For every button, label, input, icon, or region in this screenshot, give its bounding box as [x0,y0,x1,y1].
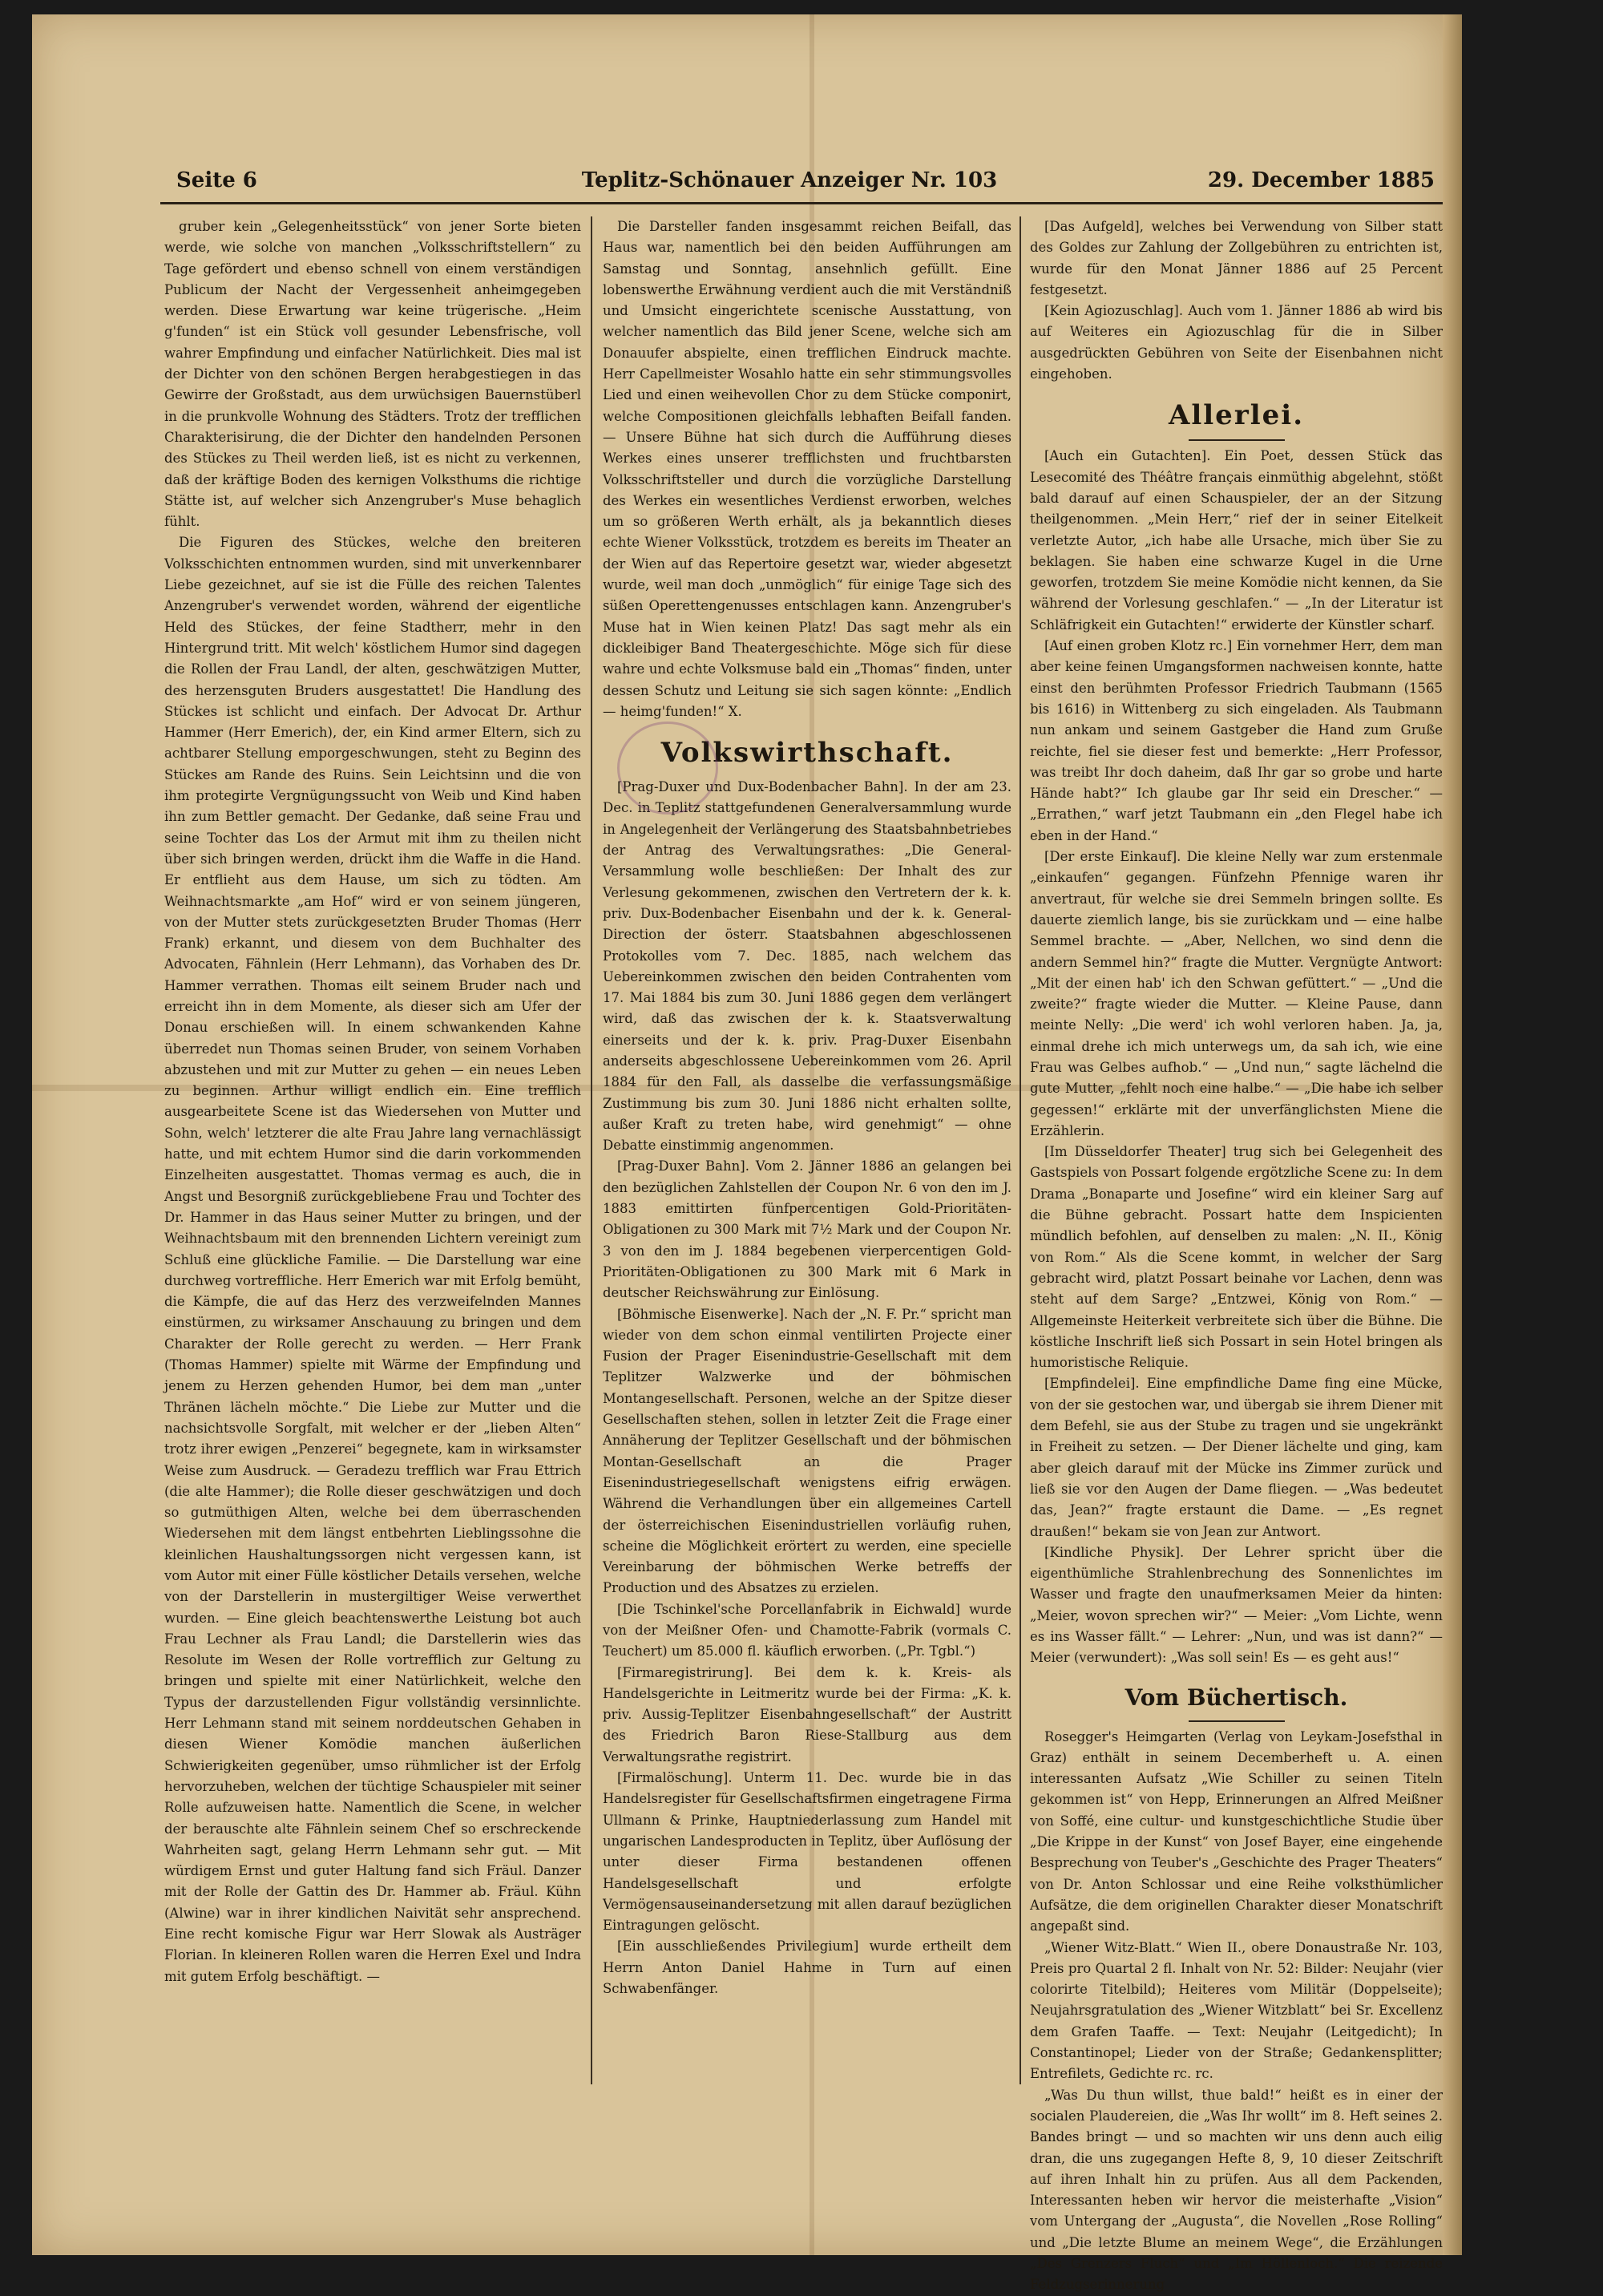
column-2 [603,216,1011,2092]
news-item: [Prag-Duxer Bahn]. Vom 2. Jänner 1886 an gelangen bei den bezüglichen Zahlstellen der Coupon Nr. 6 von den im J. 1883 emittirten fünfpercentigen Gold-Prioritäten-Obligationen zu 300 Mark mit 7½ Mark und der Coupon Nr. 3 von den im J. 1884 begebenen vierpercentigen Gold-Prioritäten-Obligationen zu 300 Mark mit 6 Mark in deutscher Reichswährung zur Einlösung. [603,1158,1011,1301]
section-rule [1189,1720,1285,1722]
article-paragraph: Die Darsteller fanden insgesammt reichen Beifall, das Haus war, namentlich bei den beiden Aufführungen am Samstag und Sonntag, ansehnlich gefüllt. Eine lobenswerthe Erwähnung verdient auch die mit Verständniß und Umsicht eingerichtete scenische Ausstattung, von welcher namentlich das Bild jener Scene, welche sich am Donauufer abspielte, einen trefflichen Eindruck machte. Herr Capellmeister Wosahlo hatte ein sehr stimmungsvolles Lied und einen weihevollen Chor zu dem Stücke componirt, welche Compositionen gleichfalls lebhaften Beifall fanden. — Unsere Bühne hat sich durch die Aufführung dieses Werkes eines unserer trefflichsten und fruchtbarsten Volksschriftsteller und durch die vorzügliche Darstellung des Werkes ein wesentliches Verdienst erworben, welches um so größeren Werth erhält, als ja bekanntlich dieses echte Wiener Volksstück, trotzdem es bereits im Theater an der Wien auf das Repertoire gesetzt war, wieder abgesetzt wurde, weil man doch „unmöglich“ für einige Tage sich des süßen Operettengenusses entschlagen kann. Anzengruber's Muse hat in Wien keinen Platz! Das sagt mehr als ein dickleibiger Band Theatergeschichte. Möge sich für diese wahre und echte Volksmuse bald ein „Thomas“ finden, unter dessen Schutz und Leitung sie sich sagen könnte: „Endlich — heimg'funden!“ X. [603,219,1011,719]
article-paragraph: gruber kein „Gelegenheitsstück“ von jener Sorte bieten werde, wie solche von manchen „Volksschriftstellern“ zu Tage gefördert und ebenso schnell von einem verständigen Publicum der Nacht der Vergessenheit anheimgegeben werden. Diese Erwartung war keine trügerische. „Heim g'funden“ ist ein Stück voll gesunder Lebensfrische, voll wahrer Empfindung und einfacher Natürlichkeit. Dies mal ist der Dichter von den schönen Bergen herabgestiegen in das Gewirre der Großstadt, aus dem urwüchsigen Bauernstüberl in die prunkvolle Wohnung des Städters. Trotz der trefflichen Charakterisirung, die der Dichter den handelnden Personen des Stückes zu Theil werden ließ, ist es nicht zu verkennen, daß der kräftige Boden des kernigen Volksthums die richtige Stätte ist, auf welcher sich Anzengruber's Muse behaglich fühlt. [164,219,581,530]
column-3 [1030,216,1443,2293]
issue-date: 29. December 1885 [1207,168,1435,192]
page-header [144,168,1435,197]
anecdote: [Im Düsseldorfer Theater] trug sich bei Gelegenheit des Gastspiels von Possart folgende ergötzliche Scene zu: In dem Drama „Bonaparte und Josefine“ wird ein kleiner Sarg auf die Bühne gebracht. Possart hatte dem Inspicienten mündlich befohlen, auf denselben zu malen: „N. II., König von Rom.“ Als die Scene kommt, in welcher der Sarg gebracht wird, platzt Possart beinahe vor Lachen, denn was steht auf dem Sarge? „Entzwei, König von Rom.“ — Allgemeinste Heiterkeit verbreitete sich über die Bühne. Die köstliche Inschrift ließ sich Possart in sein Hotel bringen als humoristische Reliquie. [1030,1144,1443,1371]
news-item: [Böhmische Eisenwerke]. Nach der „N. F. Pr.“ spricht man wieder von dem schon einmal ventilirten Projecte einer Fusion der Prager Eisenindustrie-Gesellschaft mit dem Teplitzer Walzwerke und der böhmischen Montangesellschaft. Personen, welche an der Spitze dieser Gesellschaften stehen, sollen in letzter Zeit die Frage einer Annäherung der Teplitzer Gesellschaft und der böhmischen Montan-Gesellschaft an die Prager Eisenindustriegesellschaft wenigstens eifrig erwägen. Während die Verhandlungen über ein allgemeines Cartell der österreichischen Eisenindustriellen vorläufig ruhen, scheine die Möglichkeit erörtert zu werden, eine specielle Vereinbarung der böhmischen Werke betreffs der Production und des Absatzes zu erzielen. [603,1306,1011,1596]
news-item: [Das Aufgeld], welches bei Verwendung von Silber statt des Goldes zur Zahlung der Zollgebühren zu entrichten ist, wurde für den Monat Jänner 1886 auf 25 Percent festgesetzt. [1030,219,1443,297]
anecdote: [Empfindelei]. Eine empfindliche Dame fing eine Mücke, von der sie gestochen war, und übergab sie ihrem Diener mit dem Befehl, sie aus der Stube zu tragen und sie ungekränkt in Freiheit zu setzen. — Der Diener lächelte und ging, kam aber gleich darauf mit der Mücke ins Zimmer zurück und ließ sie vor den Augen der Dame fliegen. — „Was bedeutet das, Jean?“ fragte erstaunt die Dame. — „Es regnet draußen!“ bekam sie von Jean zur Antwort. [1030,1376,1443,1539]
section-title-buechertisch: Vom Büchertisch. [1125,1684,1348,1711]
header-rule [160,202,1443,204]
library-stamp [617,722,718,815]
section-title-allerlei: Allerlei. [1168,399,1305,432]
page-edge [1443,14,1462,2255]
news-item: [Firmaregistrirung]. Bei dem k. k. Kreis- als Handelsgerichte in Leitmeritz wurde bei der Firma: „K. k. priv. Aussig-Teplitzer Eisenbahngesellschaft“ der Austritt des Friedrich Baron Riese-Stallburg aus dem Verwaltungsrathe registrirt. [603,1664,1011,1764]
book-review: „Was Du thun willst, thue bald!“ heißt es in einer der socialen Plaudereien, die „Was Ihr wollt“ im 8. Heft seines 2. Bandes bringt — und so machten wir uns denn auch eilig dran, die uns zugegangen Hefte 8, 9, 10 dieser Zeitschrift auf ihren Inhalt hin zu prüfen. Aus all dem Packenden, Interessanten heben wir hervor die meisterhafte „Vision“ vom Untergang der „Augusta“, die Novellen „Rose Rolling“ und „Die letzte Blume an meinem Wege“, die Erzählungen „Des Grenzers Fluch“ und „Im Höllenloch.“ Die reizende Feldzugserinnerung [1030,2087,1443,2293]
news-item: [Firmalöschung]. Unterm 11. Dec. wurde bie in das Handelsregister für Gesellschaftsfirmen eingetragene Firma Ullmann & Prinke, Hauptniederlassung zum Handel mit ungarischen Landesproducten in Teplitz, über Auflösung der unter dieser Firma bestandenen offenen Handelsgesellschaft und erfolgte Vermögensauseinandersetzung mit allen darauf bezüglichen Eintragungen gelöscht. [603,1770,1011,1934]
article-paragraph: Die Figuren des Stückes, welche den breiteren Volksschichten entnommen wurden, sind mit unverkennbarer Liebe gezeichnet, auf sie ist die Fülle des reichen Talentes Anzengruber's verwendet worden, während der eigentliche Held des Stückes, der feine Stadtherr, mehr in den Hintergrund tritt. Mit welch' köstlichem Humor sind dagegen die Rollen der Frau Landl, der alten, geschwätzigen Mutter, des herzensguten Bruders ausgestattet! Die Handlung des Stückes ist schlicht und einfach. Der Advocat Dr. Arthur Hammer (Herr Emerich), der, ein Kind armer Eltern, sich zu achtbarer Stellung emporgeschwungen, steht zu Beginn des Stückes am Rande des Ruins. Sein Leichtsinn und die von ihm protegirte Vergnügungssucht von Weib und Kind haben ihn zum Bettler gemacht. Der Gedanke, daß seine Frau und seine Tochter das Los der Armut mit ihm zu theilen nicht über sich bringen werden, drückt ihm die Waffe in die Hand. Er entflieht aus dem Hause, um sich zu tödten. Am Weihnachtsmarkte „am Hof“ wird er von seinem jüngeren, von der Mutter stets zurückgesetzten Bruder Thomas (Herr Frank) erkannt, und diesem von dem Buchhalter des Advocaten, Fähnlein (Herr Lehmann), das Vorhaben des Dr. Hammer verrathen. Thomas eilt seinem Bruder nach und erreicht ihn in dem Momente, als dieser sich am Ufer der Donau erschießen will. In einem schwankenden Kahne überredet nun Thomas seinen Bruder, von seinem Vorhaben abzustehen und mit zur Mutter zu gehen — ein neues Leben zu beginnen. Arthur willigt endlich ein. Eine trefflich ausgearbeitete Scene ist das Wiedersehen von Mutter und Sohn, welch' letzterer die alte Frau Jahre lang vernachlässigt hatte, und mit echtem Humor sind die darin vorkommenden Einzelheiten ausgestattet. Thomas vermag es auch, die in Angst und Besorgniß zurückgebliebene Frau und Tochter des Dr. Hammer in das Haus seiner Mutter zu bringen, und der Weihnachtsbaum mit den brennenden Lichtern vereinigt zum Schluß eine glückliche Familie. — Die Darstellung war eine durchweg vortreffliche. Herr Emerich war mit Erfolg bemüht, die Kämpfe, die auf das Herz des verzweifelnden Mannes einstürmen, zu wirksamer Anschauung zu bringen und dem Charakter der Rolle gerecht zu werden. — Herr Frank (Thomas Hammer) spielte mit Wärme der Empfindung und jenem zu Herzen gehenden Humor, bei dem man „unter Thränen lächeln möchte.“ Die Liebe zur Mutter und die nachsichtsvolle Sorgfalt, mit welcher er der „lieben Alten“ trotz ihrer ewigen „Penzerei“ begegnete, kam in wirksamster Weise zum Ausdruck. — Geradezu trefflich war Frau Ettrich (die alte Hammer); die Rolle dieser geschwätzigen und doch so gutmüthigen Alten, welche bei dem überraschenden Wiedersehen mit dem längst entbehrten Lieblingssohne die kleinlichen Haushaltungssorgen nicht vergessen kann, ist vom Autor mit einer Fülle köstlicher Details versehen, welche von der Darstellerin in mustergiltiger Weise verwerthet wurden. — Eine gleich beachtenswerthe Leistung bot auch Frau Lechner als Frau Landl; die Darstellerin wies das Resolute im Wesen der Rolle vortrefflich zur Geltung zu bringen und spielte mit einer Natürlichkeit, welche den Typus der darzustellenden Figur vollständig versinnlichte. Herr Lehmann stand mit seinem norddeutschen Gehaben in diesen Wiener Komödie manchen äußerlichen Schwierigkeiten gegenüber, umso rühmlicher ist der Erfolg hervorzuheben, welchen der tüchtige Schauspieler mit seiner Rolle aufzuweisen hatte. Namentlich die Scene, in welcher der berauschte alte Fähnlein seinem Chef so erschreckende Wahrheiten sagt, gelang Herrn Lehmann sehr gut. — Mit würdigem Ernst und guter Haltung fand sich Fräul. Danzer mit der Rolle der Gattin des Dr. Hammer ab. Fräul. Kühn (Alwine) war in ihrer kindlichen Naivität sehr ansprechend. Eine recht komische Figur war Herr Slowak als Austräger Florian. In kleineren Rollen waren die Herren Exel und Indra mit gutem Erfolg beschäftigt. — [164,535,581,1984]
news-item: [Die Tschinkel'sche Porcellanfabrik in Eichwald] wurde von der Meißner Ofen- und Chamotte-Fabrik (vormals C. Teuchert) um 85.000 fl. käuflich erworben. („Pr. Tgbl.“) [603,1601,1011,1659]
book-review: Rosegger's Heimgarten (Verlag von Leykam-Josefsthal in Graz) enthält in seinem Decemberheft u. A. einen interessanten Aufsatz „Wie Schiller zu seinen Titeln gekommen ist“ von Hepp, Erinnerungen an Alfred Meißner von Soffé, eine cultur- und kunstgeschichtliche Studie über „Die Krippe in der Kunst“ von Josef Bayer, eine eingehende Besprechung von Teuber's „Geschichte des Prager Theaters“ von Dr. Anton Schlossar und eine Reihe volksthümlicher Aufsätze, die dem originellen Charakter dieser Monatschrift angepaßt sind. [1030,1728,1443,1934]
column-rule-1 [591,216,592,2084]
column-rule-2 [1020,216,1021,2084]
section-rule [1189,439,1285,441]
anecdote: [Auch ein Gutachten]. Ein Poet, dessen Stück das Lesecomité des Théâtre français einmüthig abgelehnt, stößt bald darauf auf einen Schauspieler, der an der Sitzung theilgenommen. „Mein Herr,“ rief der in seiner Eitelkeit verletzte Autor, „ich habe alle Ursache, mich über Sie zu beklagen. Sie haben eine schwarze Kugel in die Urne geworfen, trotzdem Sie meine Komödie nicht kennen, da Sie während der Vorlesung geschlafen.“ — „In der Literatur ist Schläfrigkeit ein Gutachten!“ erwiderte der Künstler scharf. [1030,448,1443,633]
page-number: Seite 6 [176,168,257,192]
news-item: [Ein ausschließendes Privilegium] wurde ertheilt dem Herrn Anton Daniel Hahme in Turn auf einen Schwabenfänger. [603,1938,1011,1997]
anecdote: [Auf einen groben Klotz rc.] Ein vornehmer Herr, dem man aber keine feinen Umgangsformen nachweisen konnte, hatte einst den berühmten Professor Friedrich Taubmann (1565 bis 1616) in Wittenberg zu sich eingeladen. Als Taubmann nun ankam und seinem Gastgeber die Hand zum Gruße reichte, fiel sie dieser fest und bemerkte: „Herr Professor, was treibt Ihr doch daheim, daß Ihr gar so grobe und harte Hände habt?“ Ich glaube gar Ihr seid ein Drescher.“ — „Errathen,“ warf jetzt Taubmann ein „den Flegel habe ich eben in der Hand.“ [1030,638,1443,843]
book-review: „Wiener Witz-Blatt.“ Wien II., obere Donaustraße Nr. 103, Preis pro Quartal 2 fl. Inhalt von Nr. 52: Bilder: Neujahr (vier colorirte Titelbild); Heiteres vom Militär (Doppelseite); Neujahrsgratulation des „Wiener Witzblatt“ bei Sr. Excellenz dem Grafen Taaffe. — Text: Neujahr (Leitgedicht); In Constantinopel; Lieder von der Straße; Gedankensplitter; Entrefilets, Gedichte rc. rc. [1030,1939,1443,2082]
news-item: [Kein Agiozuschlag]. Auch vom 1. Jänner 1886 ab wird bis auf Weiteres ein Agiozuschlag für die in Silber ausgedrückten Gebühren von Seite der Eisenbahnen nicht eingehoben. [1030,303,1443,382]
anecdote: [Kindliche Physik]. Der Lehrer spricht über die eigenthümliche Strahlenbrechung des Sonnenlichtes im Wasser und fragte den unaufmerksamen Meier da hinten: „Meier, wovon sprechen wir?“ — Meier: „Vom Lichte, wenn es ins Wasser fällt.“ — Lehrer: „Nun, und was ist dann?“ — Meier (verwundert): „Was soll sein! Es — es geht aus!“ [1030,1544,1443,1666]
news-item: [Prag-Duxer und Dux-Bodenbacher Bahn]. In der am 23. Dec. in Teplitz stattgefundenen Generalversammlung wurde in Angelegenheit der Verlängerung des Staatsbahnbetriebes der Antrag des Verwaltungsrathes: „Die General-Versammlung wolle beschließen: Der Inhalt des zur Verlesung gekommenen, zwischen den Vertretern der k. k. priv. Dux-Bodenbacher Eisenbahn und der k. k. General-Direction der österr. Staatsbahnen abgeschlossenen Protokolles vom 7. Dec. 1885, nach welchem das Uebereinkommen zwischen den beiden Contrahenten vom 17. Mai 1884 bis zum 30. Juni 1886 gegen dem verlängert wird, daß das zwischen der k. k. Staatsverwaltung einerseits und der k. k. priv. Prag-Duxer Eisenbahn anderseits abgeschlossene Uebereinkommen vom 26. April 1884 für den Fall, als dasselbe die verfassungsmäßige Zustimmung bis zum 30. Juni 1886 nicht erhalten sollte, außer Kraft zu treten habe, wird genehmigt“ — ohne Debatte einstimmig angenommen. [603,779,1011,1154]
anecdote: [Der erste Einkauf]. Die kleine Nelly war zum erstenmale „einkaufen“ gegangen. Fünfzehn Pfennige waren ihr anvertraut, für welche sie drei Semmeln bringen sollte. Es dauerte ziemlich lange, bis sie zurückkam und — eine halbe Semmel brachte. — „Aber, Nellchen, wo sind denn die andern Semmel hin?“ fragte die Mutter. Vergnügte Antwort: „Mit der einen hab' ich den Schwan gefüttert.“ — „Und die zweite?“ fragte wieder die Mutter. — Kleine Pause, dann meinte Nelly: „Die werd' ich wohl verloren haben. Ja, ja, einmal drehe ich mich unterwegs um, da sah ich, wie eine Frau was Gelbes aufhob.“ — „Und nun,“ sagte lächelnd die gute Mutter, „fehlt noch eine halbe.“ — „Die habe ich selber gegessen!“ erklärte mit der unverfänglichsten Miene die Erzählerin. [1030,849,1443,1138]
newspaper-title: Teplitz-Schönauer Anzeiger Nr. 103 [581,168,998,192]
section-title-volkswirthschaft: Volkswirthschaft. [660,737,954,770]
column-1 [164,216,581,2092]
